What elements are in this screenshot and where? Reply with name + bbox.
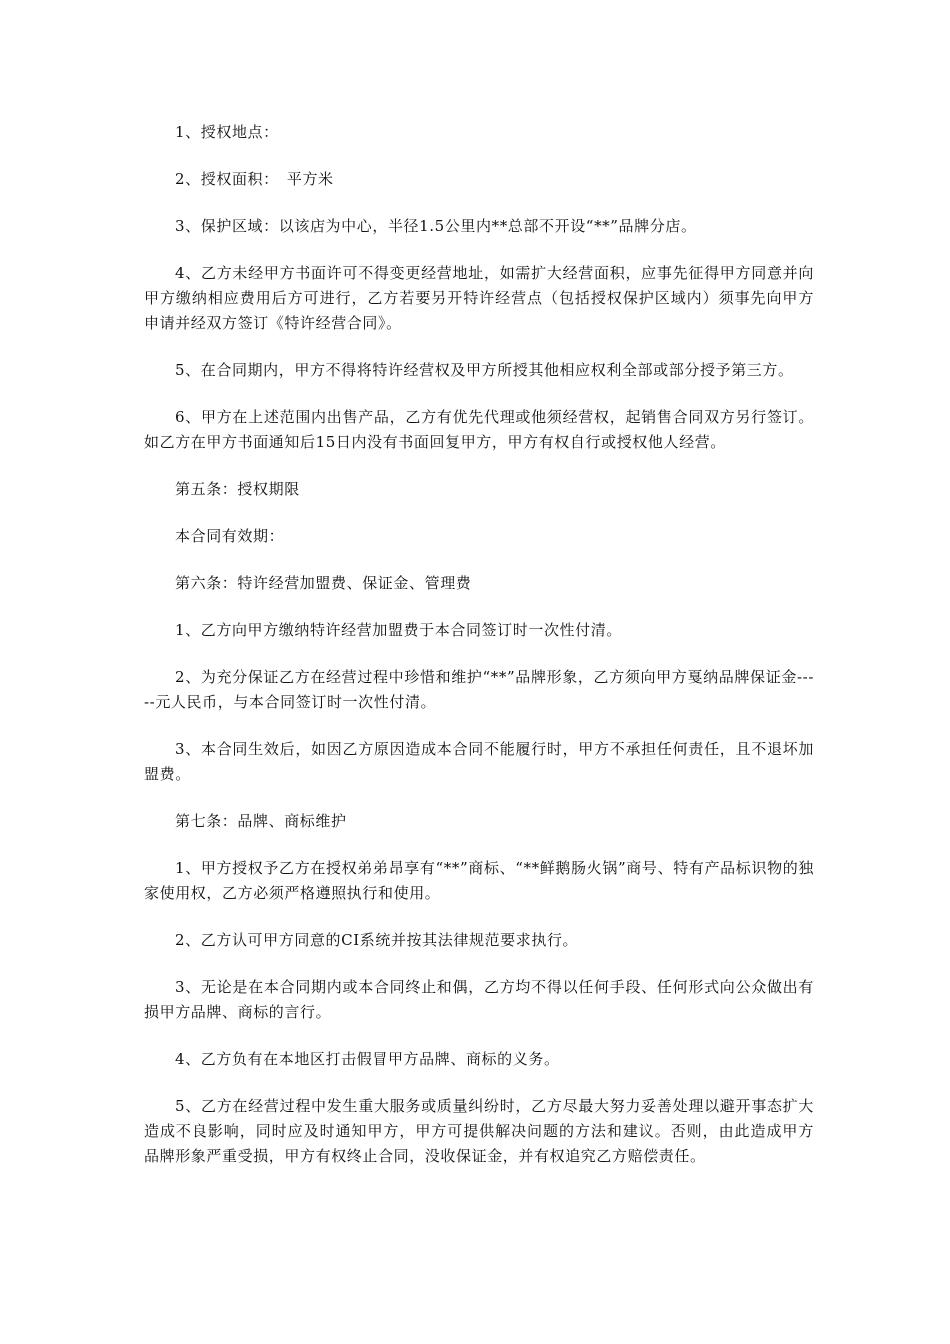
clause-validity-period: 本合同有效期： <box>175 527 285 545</box>
clause-anti-counterfeit: 4、乙方负有在本地区打击假冒甲方品牌、商标的义务。 <box>175 1050 560 1068</box>
clause-dispute-handling: 5、乙方在经营过程中发生重大服务或质量纠纷时，乙方尽最大努力妥善处理以避开事态扩大造成不良影响，同时应及时通知甲方，甲方可提供解决问题的方法和建议。否则，由此造成甲方品牌形象严重受损，甲方有权终止合同，没收保证金，并有权追究乙方赔偿责任。 <box>144 1097 814 1165</box>
clause-brand-deposit: 2、为充分保证乙方在经营过程中珍惜和维护“**”品牌形象，乙方须向甲方戛纳品牌保证金-----元人民币，与本合同签订时一次性付清。 <box>144 668 814 711</box>
clause-fee-non-refund: 3、本合同生效后，如因乙方原因造成本合同不能履行时，甲方不承担任何责任，且不退坏加盟费。 <box>144 740 814 783</box>
clause-protection-zone: 3、保护区域：以该店为中心，半径1.5公里内**总部不开设“**”品牌分店。 <box>175 217 697 235</box>
document-body <box>144 120 814 1191</box>
clause-franchise-fee: 1、乙方向甲方缴纳特许经营加盟费于本合同签订时一次性付清。 <box>175 621 622 639</box>
clause-authorized-location: 1、授权地点： <box>175 123 279 141</box>
clause-address-change: 4、乙方未经甲方书面许可不得变更经营地址，如需扩大经营面积，应事先征得甲方同意并向甲方缴纳相应费用后方可进行，乙方若要另开特许经营点（包括授权保护区域内）须事先向甲方申请并经双方签订《特许经营合同》。 <box>144 264 814 332</box>
clause-priority-agency: 6、甲方在上述范围内出售产品，乙方有优先代理或他须经营权，起销售合同双方另行签订。如乙方在甲方书面通知后15日内没有书面回复甲方，甲方有权自行或授权他人经营。 <box>144 408 814 451</box>
section-heading-article-7: 第七条：品牌、商标维护 <box>175 812 347 830</box>
clause-no-third-party: 5、在合同期内，甲方不得将特许经营权及甲方所授其他相应权利全部或部分授予第三方。 <box>175 361 794 379</box>
clause-no-brand-damage: 3、无论是在本合同期内或本合同终止和偶，乙方均不得以任何手段、任何形式向公众做出有损甲方品牌、商标的言行。 <box>144 978 814 1021</box>
section-heading-article-6: 第六条：特许经营加盟费、保证金、管理费 <box>175 574 472 592</box>
clause-authorized-area: 2、授权面积： 平方米 <box>175 170 334 188</box>
clause-ci-system: 2、乙方认可甲方同意的CI系统并按其法律规范要求执行。 <box>175 931 579 949</box>
section-heading-article-5: 第五条：授权期限 <box>175 480 300 498</box>
clause-trademark-license: 1、甲方授权予乙方在授权弟弟昂享有“**”商标、“**鲜鹅肠火锅”商号、特有产品标识物的独家使用权，乙方必须严格遵照执行和使用。 <box>144 859 814 902</box>
